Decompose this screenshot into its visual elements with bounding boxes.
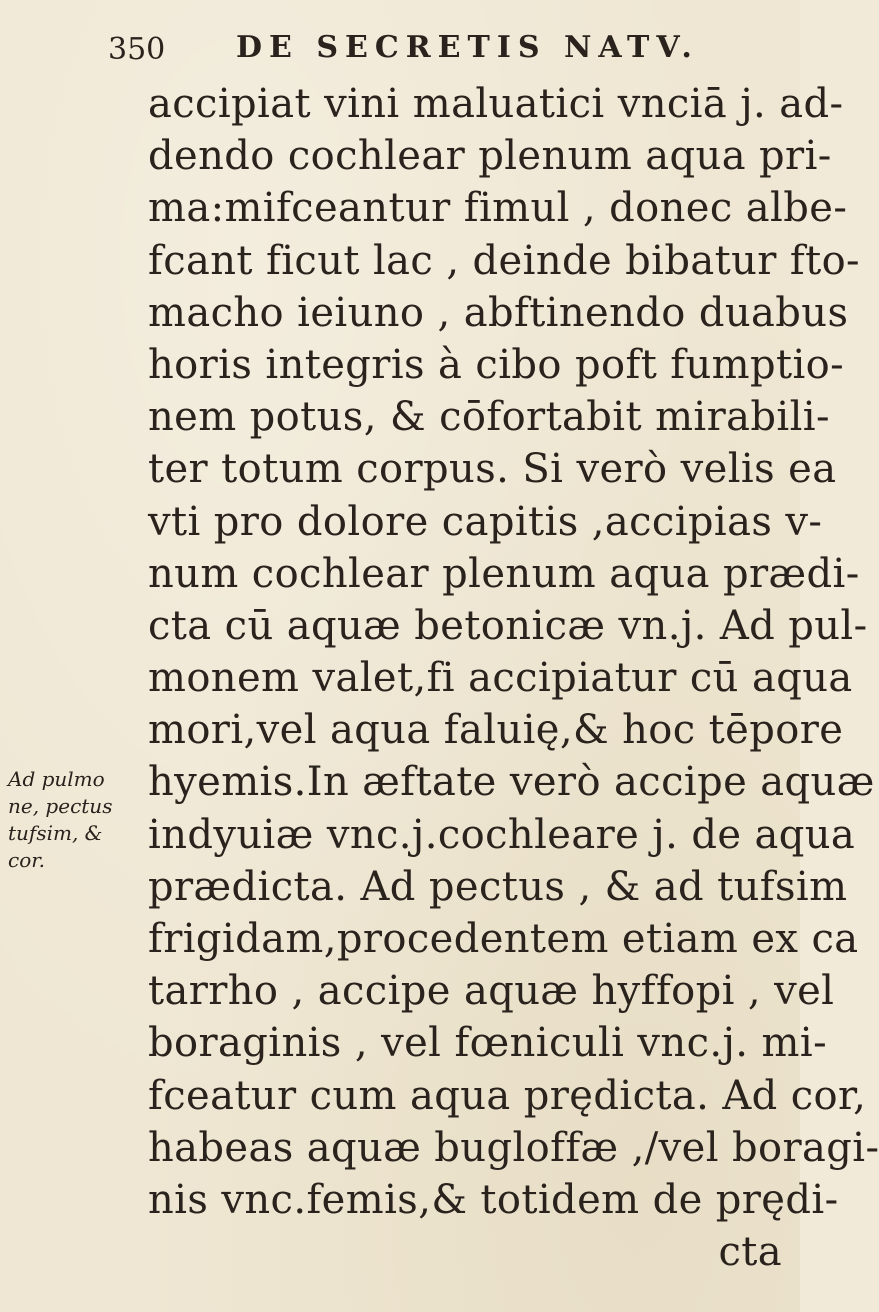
text-line: cta cū aquæ betonicæ vn.j. Ad pul- (148, 602, 868, 649)
text-line: habeas aquæ bugloffæ ,/vel boragi- (148, 1124, 879, 1171)
text-line: ter totum corpus. Si verò velis ea (148, 446, 837, 493)
text-line: horis integris à cibo poft fumptio- (148, 341, 845, 388)
marginal-note (8, 766, 128, 874)
text-line: dendo cochlear plenum aqua pri- (148, 133, 832, 180)
text-line: monem valet,fi accipiatur cū aqua (148, 655, 853, 702)
text-line: macho ieiuno , abftinendo duabus (148, 289, 849, 336)
text-line: hyemis.In æftate verò accipe aquæ (148, 759, 875, 806)
text-line: accipiat vini maluatici vnciā j. ad- (148, 81, 844, 127)
margin-note-line: ne, pectus (8, 794, 113, 818)
text-line: frigidam,procedentem etiam ex ca (148, 916, 859, 962)
text-line: mori,vel aqua faluię,& hoc tēpore (148, 707, 844, 754)
catchword: cta (718, 1229, 782, 1276)
running-head: DE SECRETIS NATV. (236, 30, 699, 65)
text-line: nis vnc.femis,& totidem de prędi- (148, 1176, 839, 1223)
text-line: vti pro dolore capitis ,accipias v- (148, 498, 823, 545)
text-line: ma:mifceantur fimul , donec albe- (148, 185, 848, 232)
margin-note-line: cor. (8, 848, 45, 872)
margin-note-line: Ad pulmo (8, 767, 105, 791)
text-line: prædicta. Ad pectus , & ad tufsim (148, 863, 848, 910)
text-line: nem potus, & cōfortabit mirabili- (148, 394, 830, 441)
text-line: fceatur cum aqua prędicta. Ad cor, (148, 1072, 867, 1119)
main-text-block (148, 78, 879, 1278)
page-header (108, 26, 748, 76)
text-line: indyuiæ vnc.j.cochleare j. de aqua (148, 811, 856, 858)
text-line: fcant ficut lac , deinde bibatur fto- (148, 237, 860, 284)
page-number: 350 (108, 32, 166, 67)
text-line: boraginis , vel fœniculi vnc.j. mi- (148, 1020, 827, 1067)
text-line: tarrho , accipe aquæ hyffopi , vel (148, 968, 835, 1015)
margin-note-line: tufsim, & (8, 821, 103, 845)
text-line: num cochlear plenum aqua prædi- (148, 550, 860, 597)
